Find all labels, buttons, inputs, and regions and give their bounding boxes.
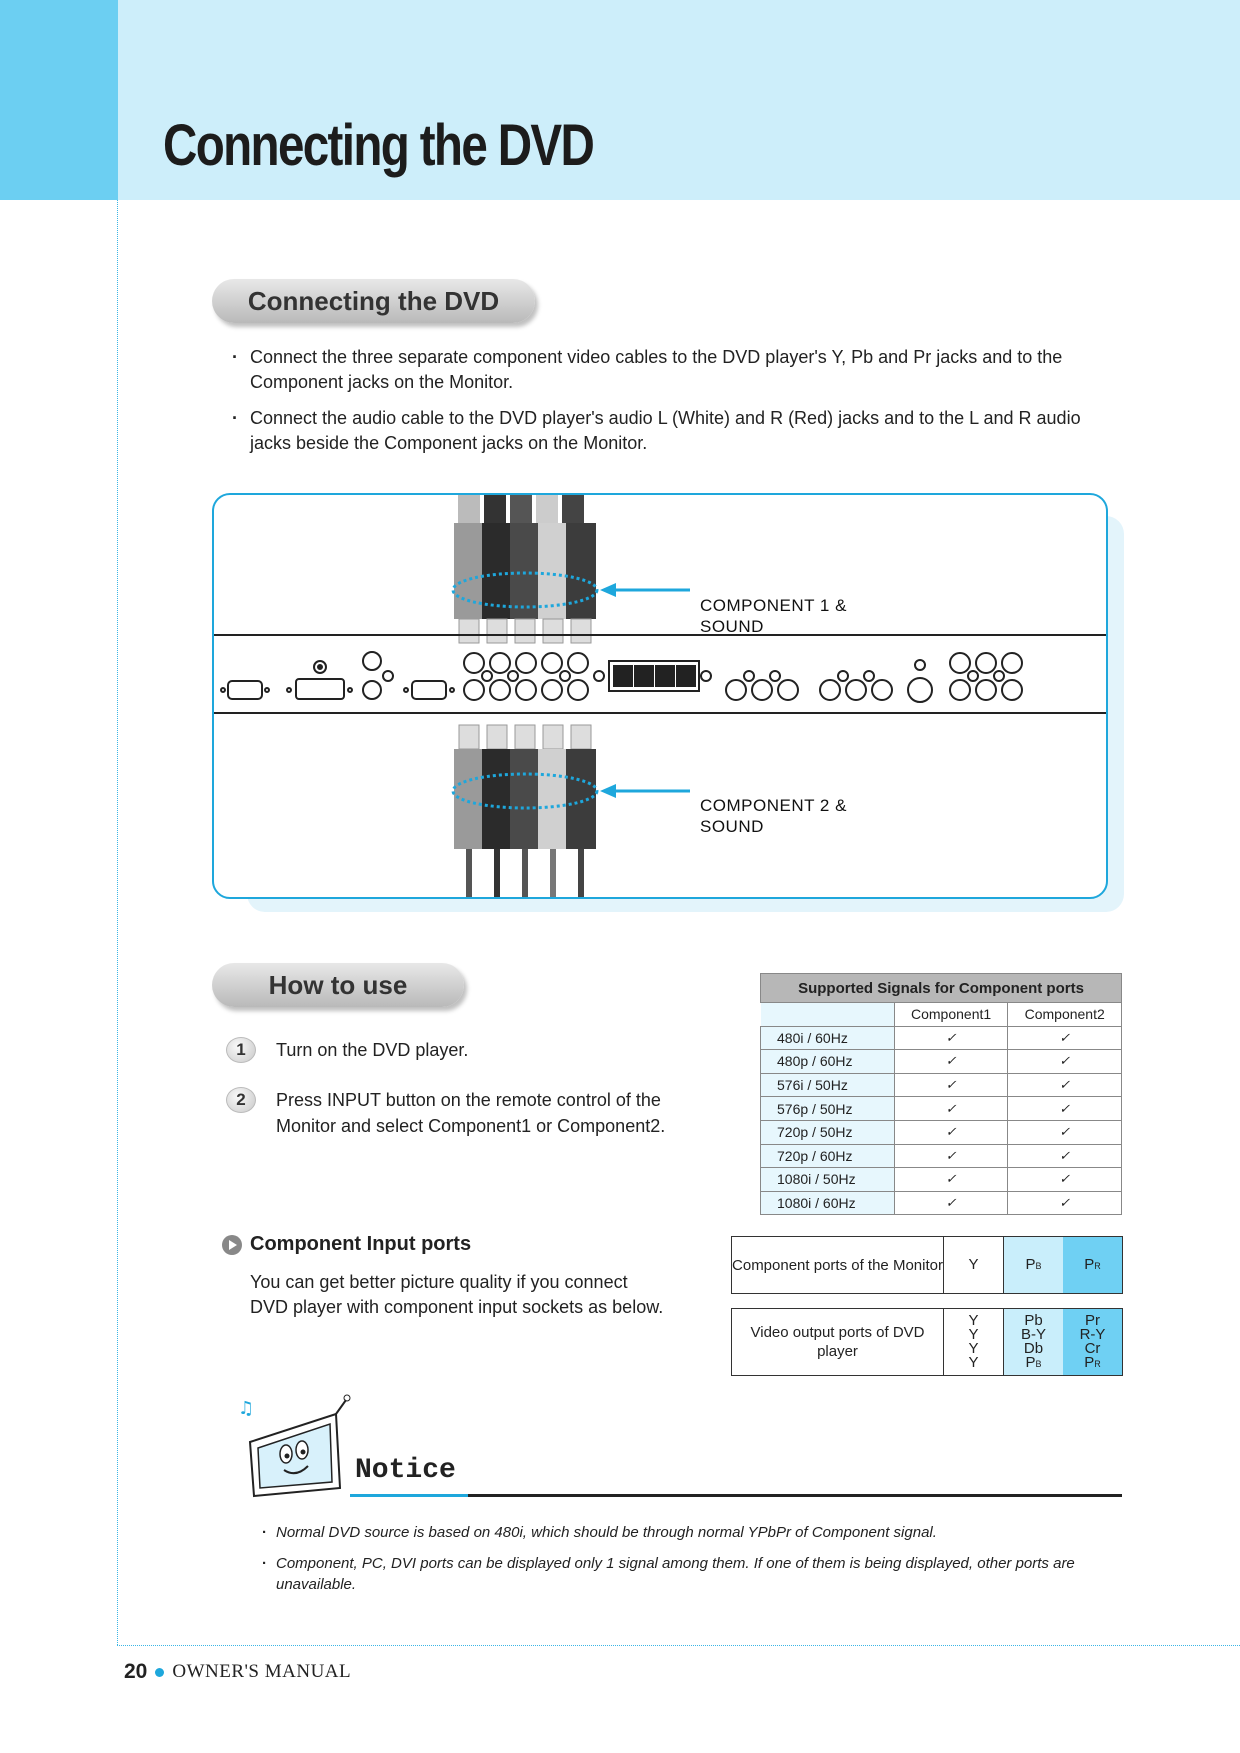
- player-pb-value: Pb: [1024, 1311, 1043, 1329]
- player-pr-value: R-Y: [1079, 1325, 1106, 1343]
- table-header-component1: Component1: [894, 1003, 1008, 1027]
- signal-format: 1080i / 50Hz: [761, 1168, 895, 1192]
- notice-note: · Normal DVD source is based on 480i, which should be through normal YPbPr of Component signal.: [262, 1522, 1122, 1543]
- callout-component1-line2: SOUND: [700, 617, 764, 636]
- connection-diagram: [212, 493, 1108, 899]
- signal-format: 576i / 50Hz: [761, 1073, 895, 1097]
- notice-rule: [468, 1494, 1122, 1497]
- step-text: Turn on the DVD player.: [276, 1040, 469, 1060]
- signal-check-mark: ✓: [894, 1120, 1008, 1144]
- supported-signals-table: [760, 973, 1122, 1215]
- section-heading-connecting: Connecting the DVD: [212, 279, 535, 323]
- signal-check-mark: ✓: [894, 1097, 1008, 1121]
- monitor-ports-row: [731, 1236, 1123, 1294]
- callout-component1: [700, 595, 847, 637]
- player-port-pr: [1063, 1309, 1122, 1375]
- player-pb-value: Db: [1023, 1339, 1044, 1357]
- signal-check-mark: ✓: [894, 1191, 1008, 1215]
- port-letter: P: [1025, 1353, 1036, 1371]
- top-cable-plugs: [453, 495, 690, 643]
- monitor-port-pr-label: [1084, 1255, 1101, 1273]
- section-heading-how-to-use: How to use: [212, 963, 464, 1007]
- callout-component2-line1: COMPONENT 2 &: [700, 796, 847, 815]
- signal-check-mark: ✓: [894, 1026, 1008, 1050]
- signal-check-mark: ✓: [1008, 1026, 1122, 1050]
- notice-notes: [262, 1522, 1122, 1605]
- page-number: 20: [124, 1660, 148, 1683]
- port-subscript: B: [1035, 1358, 1042, 1369]
- table-header-component2: Component2: [1008, 1003, 1122, 1027]
- player-pb-value: B-Y: [1020, 1325, 1046, 1343]
- player-y-value: Y: [968, 1326, 979, 1343]
- callout-component2-line2: SOUND: [700, 817, 764, 836]
- signal-format: 1080i / 60Hz: [761, 1191, 895, 1215]
- margin-dotted-line: [117, 200, 118, 1645]
- signal-check-mark: ✓: [1008, 1120, 1122, 1144]
- player-y-value: Y: [968, 1312, 979, 1329]
- play-arrow-icon: [222, 1235, 242, 1255]
- step-number: 1: [226, 1037, 256, 1063]
- header-tab: [0, 0, 118, 200]
- connection-diagram-illustration: [214, 495, 1108, 899]
- signal-row: [761, 1026, 1122, 1050]
- bottom-cable-plugs: [453, 725, 690, 899]
- signal-check-mark: ✓: [894, 1050, 1008, 1074]
- port-subscript: R: [1094, 1260, 1101, 1271]
- footer-bullet-icon: [155, 1668, 164, 1677]
- player-ports-row: [731, 1308, 1123, 1376]
- instruction-bullet: · Connect the three separate component video cables to the DVD player's Y, Pb and Pr jacks and to the Component jacks on the Monitor.: [232, 345, 1092, 395]
- monitor-port-y: [944, 1237, 1004, 1293]
- signal-check-mark: ✓: [1008, 1073, 1122, 1097]
- notice-note: · Component, PC, DVI ports can be displayed only 1 signal among them. If one of them is being displayed, other ports are unavailable.: [262, 1553, 1122, 1595]
- notice-title: Notice: [355, 1455, 456, 1486]
- component-input-title: Component Input ports: [250, 1233, 472, 1255]
- svg-text:♫: ♫: [238, 1398, 255, 1419]
- signal-format: 720p / 50Hz: [761, 1120, 895, 1144]
- port-subscript: R: [1094, 1358, 1101, 1369]
- player-y-value: Y: [968, 1340, 979, 1357]
- component-input-text: You can get better picture quality if you connect DVD player with component input sockets as below.: [250, 1272, 664, 1317]
- signal-row: [761, 1191, 1122, 1215]
- signal-row: [761, 1073, 1122, 1097]
- signal-format: 480p / 60Hz: [761, 1050, 895, 1074]
- monitor-port-pb-label: [1025, 1255, 1042, 1273]
- monitor-port-pb: [1004, 1237, 1063, 1293]
- player-y-value: Y: [968, 1354, 979, 1371]
- manual-label: OWNER'S MANUAL: [172, 1661, 352, 1682]
- signal-check-mark: ✓: [1008, 1191, 1122, 1215]
- port-letter: P: [1025, 1255, 1036, 1273]
- step-text: Press INPUT button on the remote control of the Monitor and select Component1 or Component2.: [276, 1090, 666, 1136]
- connection-instructions: [232, 345, 1092, 467]
- player-pr-value: Cr: [1084, 1339, 1101, 1357]
- signal-check-mark: ✓: [894, 1073, 1008, 1097]
- signal-check-mark: ✓: [1008, 1097, 1122, 1121]
- monitor-port-y-label: Y: [968, 1256, 979, 1273]
- player-pb-value-last: [1025, 1353, 1042, 1371]
- player-pr-value: Pr: [1085, 1311, 1100, 1329]
- signal-check-mark: ✓: [894, 1168, 1008, 1192]
- footer-dotted-line: [117, 1645, 1240, 1646]
- signal-format: 576p / 50Hz: [761, 1097, 895, 1121]
- signal-check-mark: ✓: [894, 1144, 1008, 1168]
- table-header-blank: [761, 1003, 895, 1027]
- signal-check-mark: ✓: [1008, 1144, 1122, 1168]
- port-letter: P: [1084, 1255, 1095, 1273]
- signal-format: 720p / 60Hz: [761, 1144, 895, 1168]
- port-subscript: B: [1035, 1260, 1042, 1271]
- table-caption: Supported Signals for Component ports: [761, 974, 1122, 1003]
- notice-rule-accent: [350, 1494, 468, 1497]
- notice-tv-mascot-icon: [236, 1392, 356, 1502]
- signal-row: [761, 1168, 1122, 1192]
- player-ports-label: Video output ports of DVD player: [732, 1309, 944, 1375]
- step-number: 2: [226, 1087, 256, 1113]
- monitor-ports-label: Component ports of the Monitor: [732, 1237, 944, 1293]
- signal-check-mark: ✓: [1008, 1050, 1122, 1074]
- player-port-y: [944, 1309, 1004, 1375]
- monitor-rear-panel: [221, 652, 1022, 702]
- player-port-pb: [1004, 1309, 1063, 1375]
- page-title: Connecting the DVD: [163, 113, 594, 178]
- signal-check-mark: ✓: [1008, 1168, 1122, 1192]
- signal-row: [761, 1050, 1122, 1074]
- monitor-port-pr: [1063, 1237, 1122, 1293]
- instruction-bullet: · Connect the audio cable to the DVD player's audio L (White) and R (Red) jacks and to the L and R audio jacks beside the Component jacks on the Monitor.: [232, 406, 1092, 456]
- signal-row: [761, 1097, 1122, 1121]
- callout-component1-line1: COMPONENT 1 &: [700, 596, 847, 615]
- signal-format: 480i / 60Hz: [761, 1026, 895, 1050]
- page-footer: [124, 1660, 351, 1684]
- port-letter: P: [1084, 1353, 1095, 1371]
- callout-component2: [700, 795, 847, 837]
- player-pr-value-last: [1084, 1353, 1101, 1371]
- signal-row: [761, 1120, 1122, 1144]
- signal-row: [761, 1144, 1122, 1168]
